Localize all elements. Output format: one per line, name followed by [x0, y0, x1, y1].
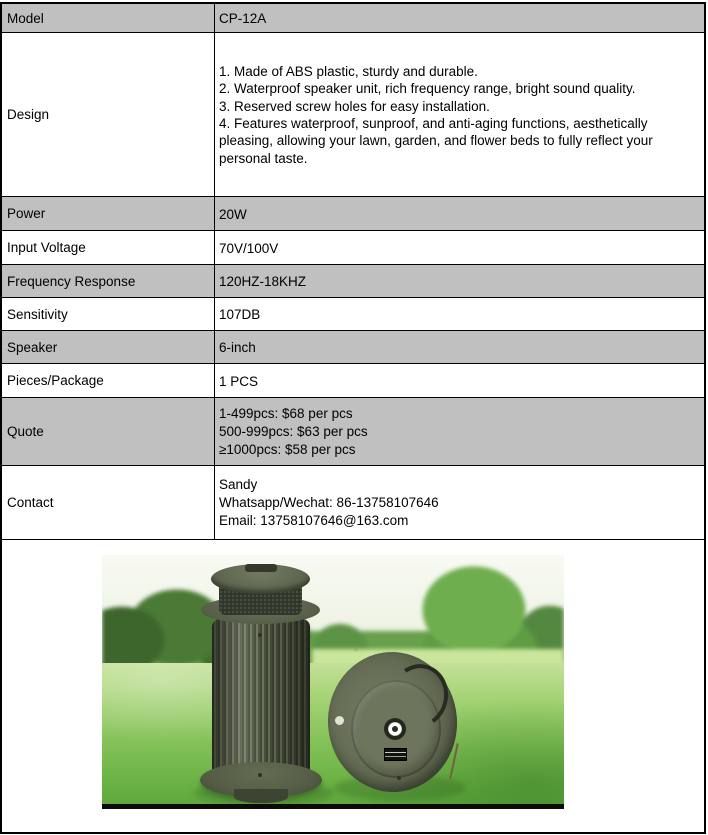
row-label-design: Design [2, 33, 215, 196]
spec-row-power [2, 197, 704, 231]
lying-speaker-mount-hole [335, 716, 344, 725]
row-value-pieces-package: 1 PCS [219, 373, 259, 389]
spec-row-model [2, 4, 704, 33]
spec-row-speaker [2, 331, 704, 364]
photo-bottom-bar [102, 804, 564, 809]
design-point-2: 2. Waterproof speaker unit, rich frequency range, bright sound quality. [219, 81, 636, 97]
design-point-3: 3. Reserved screw holes for easy installation. [219, 98, 490, 114]
spec-row-contact [2, 466, 704, 540]
spec-row-quote [2, 398, 704, 466]
product-spec-sheet [0, 2, 706, 834]
standing-speaker-foot [234, 789, 288, 803]
spec-row-frequency-response [2, 265, 704, 298]
row-label-input-voltage: Input Voltage [2, 231, 215, 264]
row-label-pieces-package: Pieces/Package [2, 364, 215, 397]
quote-tier-2: 500-999pcs: $63 per pcs [219, 423, 368, 439]
contact-whatsapp-wechat: Whatsapp/Wechat: 86-13758107646 [219, 494, 439, 510]
row-label-model: Model [2, 4, 215, 32]
row-label-speaker: Speaker [2, 331, 215, 363]
contact-email: Email: 13758107646@163.com [219, 513, 409, 529]
quote-tier-3: ≥1000pcs: $58 per pcs [219, 442, 356, 458]
standing-speaker-cap-label [245, 564, 277, 572]
row-value-power: 20W [219, 206, 247, 222]
standing-speaker-screw [258, 773, 262, 777]
row-value-model: CP-12A [219, 11, 267, 26]
design-point-1: 1. Made of ABS plastic, sturdy and durable. [219, 63, 478, 79]
product-photo [102, 555, 564, 809]
design-point-4: 4. Features waterproof, sunproof, and anti-aging functions, aesthetically pleasing, allowing your lawn, garden, and flower beds to fully reflect your personal taste. [219, 116, 653, 166]
lying-speaker-screw [397, 776, 401, 780]
row-value-input-voltage: 70V/100V [219, 240, 279, 256]
row-value-sensitivity: 107DB [219, 307, 261, 322]
row-value-frequency-response: 120HZ-18KHZ [219, 274, 307, 289]
lying-speaker-hub-ring [388, 722, 402, 736]
spec-row-input-voltage [2, 231, 704, 265]
spec-row-sensitivity [2, 298, 704, 331]
row-label-contact: Contact [2, 466, 215, 539]
spec-row-pieces-package [2, 364, 704, 398]
row-label-power: Power [2, 197, 215, 230]
quote-tier-1: 1-499pcs: $68 per pcs [219, 405, 353, 421]
row-label-sensitivity: Sensitivity [2, 298, 215, 330]
standing-speaker-screw [258, 633, 262, 637]
row-label-quote: Quote [2, 398, 215, 465]
spec-row-photo [2, 540, 704, 827]
lying-speaker [328, 652, 457, 792]
row-label-frequency-response: Frequency Response [2, 265, 215, 297]
spec-row-design [2, 33, 704, 197]
row-value-speaker: 6-inch [219, 340, 256, 355]
lying-speaker-spec-label [384, 748, 407, 761]
contact-name: Sandy [219, 476, 258, 492]
